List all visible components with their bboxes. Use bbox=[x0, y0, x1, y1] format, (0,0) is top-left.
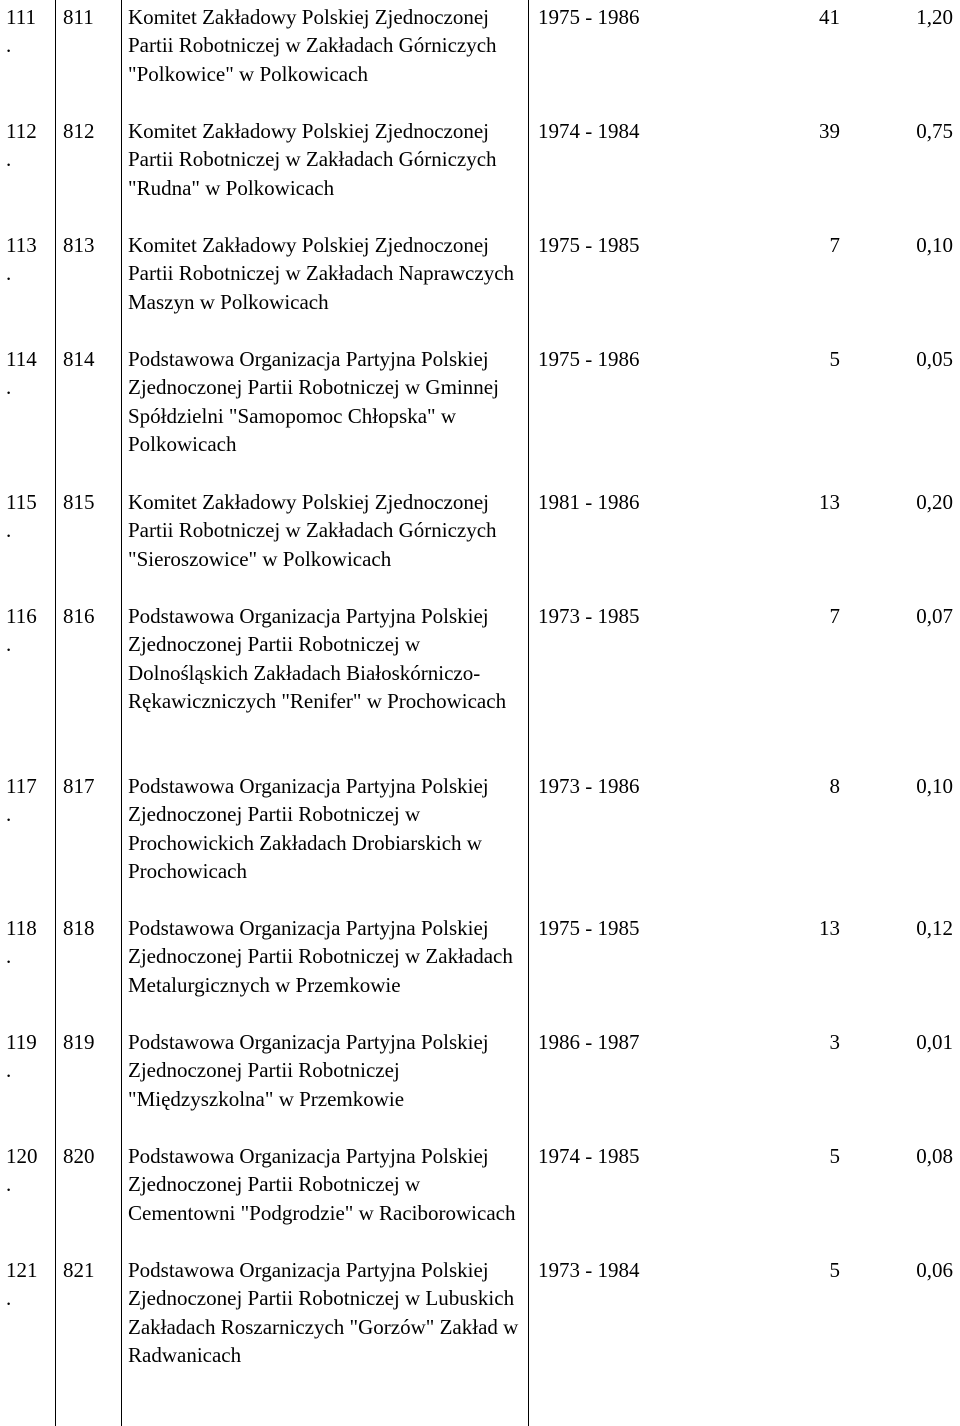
unit-count: 39 bbox=[819, 119, 840, 143]
fonds-name: Komitet Zakładowy Polskiej Zjednoczonej Partii Robotniczej w Zakładach Naprawczych Maszyn w Polkowicach bbox=[128, 233, 515, 314]
row-number: 112 . bbox=[6, 119, 37, 172]
fonds-name: Komitet Zakładowy Polskiej Zjednoczonej Partii Robotniczej w Zakładach Górniczych "Polkowice" w Polkowicach bbox=[128, 5, 497, 86]
fonds-name: Komitet Zakładowy Polskiej Zjednoczonej Partii Robotniczej w Zakładach Górniczych "Sieroszowice" w Polkowicach bbox=[128, 490, 497, 571]
extent-meters: 0,07 bbox=[916, 604, 953, 628]
fonds-code: 813 bbox=[63, 233, 95, 257]
unit-count: 13 bbox=[819, 916, 840, 940]
fonds-name: Podstawowa Organizacja Partyjna Polskiej Zjednoczonej Partii Robotniczej w Prochowickich Zakładach Drobiarskich w Prochowicach bbox=[128, 774, 489, 884]
date-range: 1973 - 1985 bbox=[538, 604, 640, 628]
extent-meters: 0,05 bbox=[916, 347, 953, 371]
row-number: 118 . bbox=[6, 916, 37, 969]
row-number: 121 . bbox=[6, 1258, 38, 1311]
unit-count: 41 bbox=[819, 5, 840, 29]
row-number: 119 . bbox=[6, 1030, 37, 1083]
unit-count: 5 bbox=[829, 1144, 840, 1168]
extent-meters: 0,08 bbox=[916, 1144, 953, 1168]
date-range: 1974 - 1985 bbox=[538, 1144, 640, 1168]
fonds-code: 821 bbox=[63, 1258, 95, 1282]
fonds-name: Podstawowa Organizacja Partyjna Polskiej Zjednoczonej Partii Robotniczej w Gminnej Spółdzielni "Samopomoc Chłopska" w Polkowicach bbox=[128, 347, 499, 457]
fonds-name: Podstawowa Organizacja Partyjna Polskiej Zjednoczonej Partii Robotniczej w Dolnośląskich Zakładach Białoskórniczo-Rękawiczniczych "Renifer" w Prochowicach bbox=[128, 604, 507, 714]
fonds-code: 820 bbox=[63, 1144, 95, 1168]
fonds-code: 816 bbox=[63, 604, 95, 628]
extent-meters: 0,06 bbox=[916, 1258, 953, 1282]
column-divider bbox=[528, 0, 529, 1426]
extent-meters: 1,20 bbox=[916, 5, 953, 29]
extent-meters: 0,12 bbox=[916, 916, 953, 940]
unit-count: 3 bbox=[829, 1030, 840, 1054]
column-divider bbox=[121, 0, 122, 1426]
row-number: 115 . bbox=[6, 490, 37, 543]
row-number: 120 . bbox=[6, 1144, 38, 1197]
unit-count: 5 bbox=[829, 347, 840, 371]
row-number: 111 . bbox=[6, 5, 36, 58]
fonds-name: Podstawowa Organizacja Partyjna Polskiej Zjednoczonej Partii Robotniczej "Międzyszkolna" w Przemkowie bbox=[128, 1030, 489, 1111]
fonds-name: Podstawowa Organizacja Partyjna Polskiej Zjednoczonej Partii Robotniczej w Zakładach Metalurgicznych w Przemkowie bbox=[128, 916, 513, 997]
unit-count: 13 bbox=[819, 490, 840, 514]
date-range: 1975 - 1986 bbox=[538, 5, 640, 29]
unit-count: 7 bbox=[829, 604, 840, 628]
date-range: 1986 - 1987 bbox=[538, 1030, 640, 1054]
date-range: 1974 - 1984 bbox=[538, 119, 640, 143]
fonds-code: 819 bbox=[63, 1030, 95, 1054]
fonds-code: 814 bbox=[63, 347, 95, 371]
unit-count: 7 bbox=[829, 233, 840, 257]
extent-meters: 0,75 bbox=[916, 119, 953, 143]
date-range: 1973 - 1984 bbox=[538, 1258, 640, 1282]
unit-count: 5 bbox=[829, 1258, 840, 1282]
row-number: 113 . bbox=[6, 233, 37, 286]
date-range: 1975 - 1985 bbox=[538, 233, 640, 257]
date-range: 1973 - 1986 bbox=[538, 774, 640, 798]
extent-meters: 0,20 bbox=[916, 490, 953, 514]
date-range: 1975 - 1986 bbox=[538, 347, 640, 371]
fonds-code: 811 bbox=[63, 5, 94, 29]
fonds-code: 815 bbox=[63, 490, 95, 514]
fonds-name: Podstawowa Organizacja Partyjna Polskiej Zjednoczonej Partii Robotniczej w Cementowni "Podgrodzie" w Raciborowicach bbox=[128, 1144, 516, 1225]
fonds-code: 818 bbox=[63, 916, 95, 940]
fonds-code: 817 bbox=[63, 774, 95, 798]
fonds-code: 812 bbox=[63, 119, 95, 143]
row-number: 114 . bbox=[6, 347, 37, 400]
extent-meters: 0,01 bbox=[916, 1030, 953, 1054]
fonds-name: Podstawowa Organizacja Partyjna Polskiej Zjednoczonej Partii Robotniczej w Lubuskich Zakładach Roszarniczych "Gorzów" Zakład w Radwanicach bbox=[128, 1258, 519, 1368]
row-number: 117 . bbox=[6, 774, 37, 827]
unit-count: 8 bbox=[829, 774, 840, 798]
extent-meters: 0,10 bbox=[916, 774, 953, 798]
extent-meters: 0,10 bbox=[916, 233, 953, 257]
date-range: 1975 - 1985 bbox=[538, 916, 640, 940]
date-range: 1981 - 1986 bbox=[538, 490, 640, 514]
fonds-name: Komitet Zakładowy Polskiej Zjednoczonej Partii Robotniczej w Zakładach Górniczych "Rudna" w Polkowicach bbox=[128, 119, 497, 200]
column-divider bbox=[55, 0, 56, 1426]
row-number: 116 . bbox=[6, 604, 37, 657]
